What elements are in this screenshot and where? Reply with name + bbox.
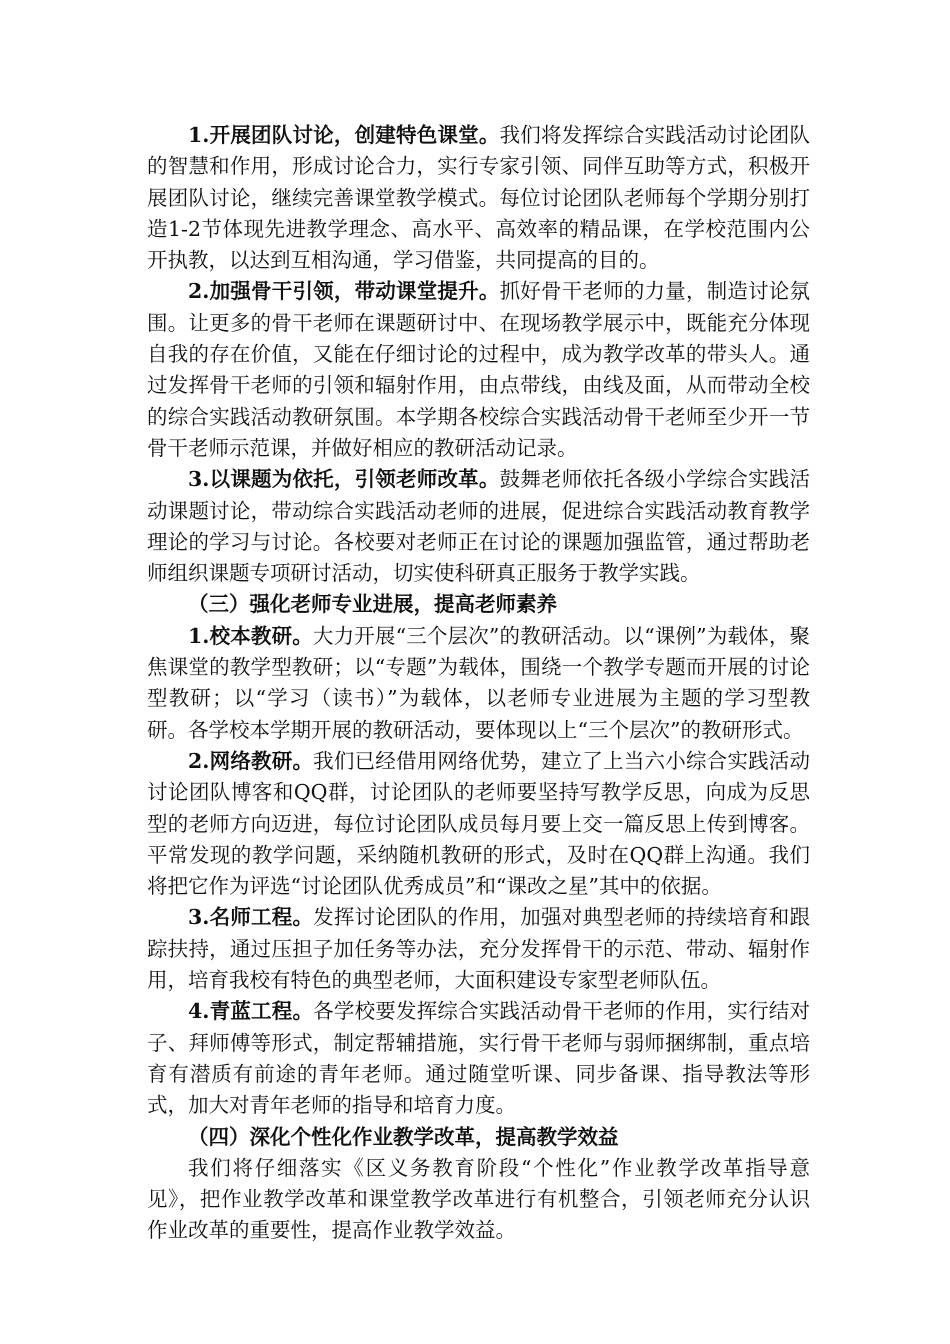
paragraph-lead: 4.青蓝工程。: [188, 999, 314, 1024]
paragraph-text: 我们已经借用网络优势，建立了上当六小综合实践活动讨论团队博客和QQ群，讨论团队的老师要坚持写教学反思，向成为反思型的老师方向迈进，每位讨论团队成员每月要上交一篇反思上传到博客。平常发现的教学问题，采纳随机教研的形式，及时在QQ群上沟通。我们将把它作为评选“讨论团队优秀成员”和“课改之星”其中的依据。: [147, 748, 811, 899]
paragraph-lead: 2.加强骨干引领，带动课堂提升。: [188, 279, 500, 304]
paragraph-online-research: [147, 746, 810, 902]
paragraph-research-topics: [147, 464, 810, 589]
paragraph-lead: 1.开展团队讨论，创建特色课堂。: [188, 123, 500, 147]
paragraph-lead: 1.校本教研。: [188, 623, 313, 648]
paragraph-text: 各学校要发挥综合实践活动骨干老师的作用，实行结对子、拜师傅等形式，制定帮辅措施，实行骨干老师与弱师捆绑制，重点培育有潜质有前途的青年老师。通过随堂听课、同步备课、指导教法等形式，加大对青年老师的指导和培育力度。: [147, 999, 811, 1118]
paragraph-homework-reform: [147, 1153, 810, 1247]
paragraph-text: 抓好骨干老师的力量，制造讨论氛围。让更多的骨干老师在课题研讨中、在现场教学展示中，既能充分体现自我的存在价值，又能在仔细讨论的过程中，成为教学改革的带头人。通过发挥骨干老师的引领和辐射作用，由点带线，由线及面，从而带动全校的综合实践活动教研氛围。本学期各校综合实践活动骨干老师至少开一节骨干老师示范课，并做好相应的教研活动记录。: [147, 279, 811, 460]
paragraph-text: 鼓舞老师依托各级小学综合实践活动课题讨论，带动综合实践活动老师的进展，促进综合实践活动教育教学理论的学习与讨论。各校要对老师正在讨论的课题加强监管，通过帮助老师组织课题专项研讨活动，切实使科研真正服务于教学实践。: [147, 467, 811, 586]
paragraph-text: 我们将仔细落实《区义务教育阶段“个性化”作业教学改革指导意见》，把作业教学改革和课堂教学改革进行有机整合，引领老师充分认识作业改革的重要性，提高作业教学效益。: [147, 1155, 810, 1243]
paragraph-team-discussion: [147, 120, 810, 276]
paragraph-lead: 3.以课题为依托，引领老师改革。: [188, 467, 500, 492]
paragraph-blue-project: [147, 996, 810, 1121]
paragraph-text: 大力开展“三个层次”的教研活动。以“课例”为载体，聚焦课堂的教学型教研；以“专题”为载体，围绕一个教学专题而开展的讨论型教研；以“学习（读书）”为载体，以老师专业进展为主题的学习型教研。各学校本学期开展的教研活动，要体现以上“三个层次”的教研形式。: [147, 623, 810, 742]
document-body: [147, 120, 810, 1247]
section-heading-3: （三）强化老师专业进展，提高老师素养: [188, 592, 557, 617]
paragraph-text: 发挥讨论团队的作用，加强对典型老师的持续培育和跟踪扶持，通过压担子加任务等办法，充分发挥骨干的示范、带动、辐射作用，培育我校有特色的典型老师，大面积建设专家型老师队伍。: [147, 905, 811, 993]
paragraph-backbone-leading: [147, 276, 810, 464]
paragraph-text: 我们将发挥综合实践活动讨论团队的智慧和作用，形成讨论合力，实行专家引领、同伴互助等方式，积极开展团队讨论，继续完善课堂教学模式。每位讨论团队老师每个学期分别打造1-2节体现先进教学理念、高水平、高效率的精品课，在学校范围内公开执教，以达到互相沟通，学习借鉴，共同提高的目的。: [147, 123, 811, 273]
section-heading-4: （四）深化个性化作业教学改革，提高教学效益: [188, 1124, 619, 1149]
paragraph-lead: 2.网络教研。: [188, 748, 314, 773]
paragraph-famous-teacher: [147, 902, 810, 996]
paragraph-school-research: [147, 621, 810, 746]
paragraph-lead: 3.名师工程。: [188, 905, 314, 930]
